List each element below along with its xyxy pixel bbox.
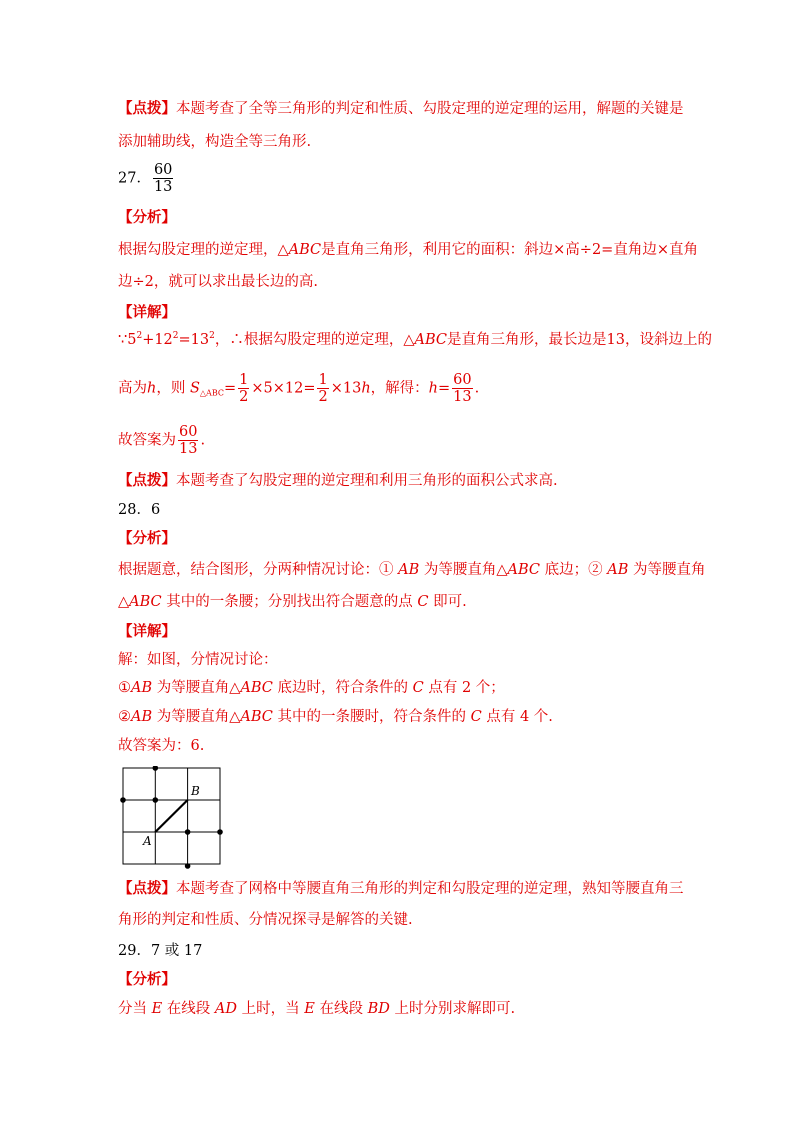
tip-text: 本题考查了勾股定理的逆定理和利用三角形的面积公式求高. <box>176 473 558 489</box>
triangle-label: ABC <box>129 594 162 610</box>
text: 是直角三角形，最长边是13，设斜边上的 <box>447 332 712 348</box>
detail-line-q28-3 <box>118 707 553 727</box>
label-a: A <box>143 834 152 848</box>
tip-tag: 【点拨】 <box>118 100 176 117</box>
fraction-numerator: 1 <box>318 372 328 388</box>
variable-h: h <box>428 380 439 397</box>
tip-line-q28-2: 角形的判定和性质、分情况探寻是解答的关键. <box>118 912 413 928</box>
triangle-label: ABC <box>240 709 273 725</box>
detail-tag-q28: 【详解】 <box>118 623 176 640</box>
analysis-line-q28-2 <box>118 592 467 612</box>
detail-tag: 【详解】 <box>118 304 176 321</box>
text: ，解得： <box>370 380 429 397</box>
analysis-line-2: 边÷2，就可以求出最长边的高. <box>118 274 318 290</box>
point-c <box>120 797 126 803</box>
text: ×13 <box>330 380 362 397</box>
half-fraction-2 <box>317 372 328 405</box>
segment-label: AB <box>398 562 420 578</box>
analysis-tag-q28: 【分析】 <box>118 530 176 547</box>
q27-number: 27． <box>118 170 151 187</box>
grid-lines <box>123 768 220 864</box>
text: ① <box>118 680 131 696</box>
point-c <box>185 863 191 869</box>
fraction-denominator: 13 <box>453 389 472 405</box>
text: ② <box>118 709 131 725</box>
text: 上时分别求解即可. <box>389 1001 516 1017</box>
point-c <box>153 766 159 771</box>
point-label: C <box>470 709 482 725</box>
text: 其中的一条腰；分别找出符合题意的点 <box>161 594 418 610</box>
text: = <box>438 380 451 397</box>
text: ×5×12= <box>251 380 316 397</box>
analysis-tag-q29: 【分析】 <box>118 971 176 988</box>
tip-line-q28 <box>118 879 684 899</box>
segment-label: BD <box>367 1001 390 1017</box>
text: 根据题意，结合图形，分两种情况讨论：① <box>118 562 399 578</box>
text: 为等腰直角△ <box>152 709 241 725</box>
segment-label: AB <box>131 680 153 696</box>
text: 在线段 <box>314 1001 368 1017</box>
q27-answer-line <box>118 162 175 195</box>
text: 高为 <box>118 380 147 397</box>
point-c <box>185 829 191 835</box>
exponent: 2 <box>136 331 143 341</box>
text: 为等腰直角△ <box>152 680 241 696</box>
text: = <box>223 380 237 397</box>
fraction-denominator: 2 <box>239 389 249 405</box>
tip-line-q27 <box>118 471 558 491</box>
analysis-line <box>118 240 698 260</box>
fraction-numerator: 1 <box>239 372 249 388</box>
q29-answer-line: 29．7 或 17 <box>118 943 203 959</box>
triangle-label: ABC <box>240 680 273 696</box>
text: 故答案为 <box>118 432 176 449</box>
answer-fraction <box>178 424 198 457</box>
text: 其中的一条腰时，符合条件的 <box>272 709 471 725</box>
analysis-tag: 【分析】 <box>118 209 176 226</box>
analysis-line-q29 <box>118 999 515 1019</box>
point-label: C <box>417 594 429 610</box>
exponent: 2 <box>209 331 215 341</box>
segment-label: AB <box>607 562 629 578</box>
answer-line <box>118 424 205 457</box>
point-label: C <box>412 680 424 696</box>
fraction-denominator: 13 <box>153 179 173 195</box>
fraction-numerator: 60 <box>153 162 173 178</box>
triangle-label: ABC <box>414 332 448 348</box>
point-c <box>217 829 223 835</box>
fraction-denominator: 2 <box>318 389 328 405</box>
text: 根据勾股定理的逆定理，△ <box>118 242 289 258</box>
triangle-label: ABC <box>288 242 322 258</box>
segment-ab <box>155 800 187 832</box>
point-label: E <box>304 1001 315 1017</box>
q27-answer-fraction <box>153 162 173 195</box>
text: ∵5 <box>118 332 137 348</box>
segment-label: AB <box>131 709 153 725</box>
text: 在线段 <box>162 1001 215 1017</box>
variable-s: S <box>189 380 200 397</box>
point-c <box>153 797 159 803</box>
text: 为等腰直角 <box>628 562 706 578</box>
point-label: E <box>151 1001 163 1017</box>
tip-line-2: 添加辅助线，构造全等三角形. <box>118 134 312 150</box>
detail-line <box>118 330 712 350</box>
variable-h: h <box>361 380 371 397</box>
grid-figure <box>120 766 226 872</box>
detail-line-2 <box>118 372 479 405</box>
text: 即可. <box>428 594 467 610</box>
text: 是直角三角形，利用它的面积：斜边×高÷2=直角边×直角 <box>321 242 698 258</box>
text: 底边时，符合条件的 <box>272 680 413 696</box>
text: 点有 4 个. <box>481 709 553 725</box>
text: . <box>200 432 206 449</box>
tip-line <box>118 99 684 119</box>
fraction-numerator: 60 <box>179 424 198 440</box>
text: 底边；② <box>540 562 608 578</box>
result-fraction <box>452 372 472 405</box>
q28-answer-line: 28．6 <box>118 502 161 518</box>
text: 点有 2 个； <box>423 680 505 696</box>
text: +12 <box>142 332 173 348</box>
analysis-line-q28 <box>118 560 705 580</box>
text: 分当 <box>118 1001 152 1017</box>
detail-line-q28: 解：如图，分情况讨论： <box>118 652 278 668</box>
half-fraction <box>238 372 249 405</box>
text: 为等腰直角△ <box>419 562 508 578</box>
variable-h: h <box>147 380 157 397</box>
fraction-numerator: 60 <box>453 372 472 388</box>
text: 上时，当 <box>237 1001 305 1017</box>
tip-tag: 【点拨】 <box>118 880 176 897</box>
tip-text: 本题考查了网格中等腰直角三角形的判定和勾股定理的逆定理，熟知等腰直角三 <box>176 881 684 897</box>
text: . <box>474 380 480 397</box>
text: ，∴根据勾股定理的逆定理，△ <box>214 332 415 348</box>
exponent: 2 <box>172 331 179 341</box>
answer-line-q28: 故答案为：6. <box>118 738 205 754</box>
detail-line-q28-2 <box>118 678 505 698</box>
text: ，则 <box>156 380 190 397</box>
tip-tag: 【点拨】 <box>118 472 176 489</box>
subscript: △ABC <box>199 388 224 398</box>
triangle-label: ABC <box>507 562 541 578</box>
text: =13 <box>178 332 210 348</box>
fraction-denominator: 13 <box>179 441 198 457</box>
text: △ <box>118 594 130 610</box>
label-b: B <box>191 784 200 798</box>
segment-label: AD <box>214 1001 238 1017</box>
tip-text: 本题考查了全等三角形的判定和性质、勾股定理的逆定理的运用，解题的关键是 <box>176 101 684 117</box>
